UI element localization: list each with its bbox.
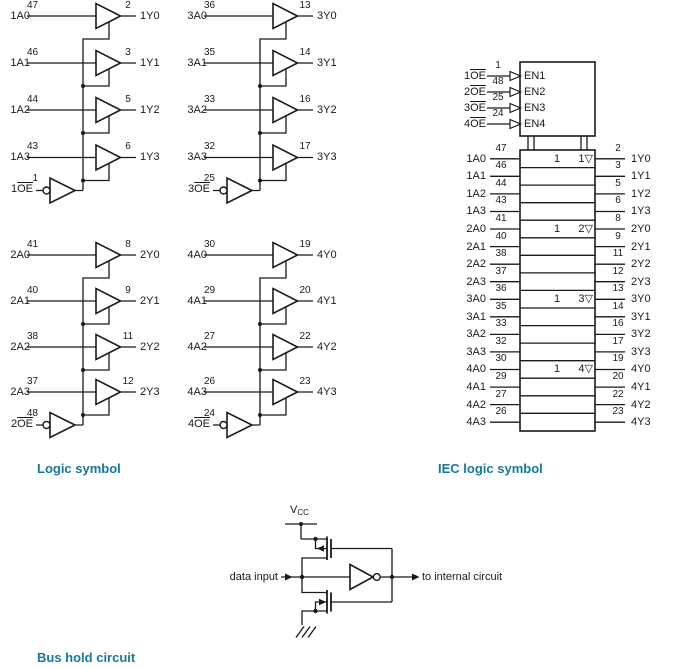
pin-number: 19 bbox=[299, 239, 311, 250]
pin-number: 38 bbox=[495, 248, 507, 259]
en-label: EN1 bbox=[524, 70, 546, 82]
pin-number: 5 bbox=[615, 178, 621, 189]
pin-number: 24 bbox=[203, 408, 215, 419]
output-label: 2Y2 bbox=[631, 258, 651, 270]
output-label: 3Y1 bbox=[317, 57, 337, 69]
output-label: 2Y2 bbox=[140, 341, 160, 353]
pin-number: 6 bbox=[125, 141, 131, 152]
pin-number: 40 bbox=[495, 231, 507, 242]
oe-label: $1\overline{OE}$ bbox=[463, 70, 486, 82]
bus-hold-linework bbox=[281, 522, 420, 638]
output-label: 1Y2 bbox=[140, 104, 160, 116]
pin-number: 13 bbox=[612, 283, 624, 294]
cell-output-mark: 3▽ bbox=[578, 293, 593, 305]
pin-number: 25 bbox=[203, 173, 215, 184]
pin-number: 20 bbox=[612, 371, 624, 382]
input-label: 4A3 bbox=[466, 416, 486, 428]
pin-number: 14 bbox=[612, 301, 624, 312]
pin-number: 32 bbox=[495, 336, 507, 347]
pin-number: 46 bbox=[27, 47, 39, 58]
en-label: EN3 bbox=[524, 102, 546, 114]
pin-number: 12 bbox=[122, 376, 134, 387]
input-label: 1A1 bbox=[466, 170, 486, 182]
input-label: 3A0 bbox=[187, 10, 207, 22]
pin-number: 37 bbox=[495, 266, 507, 277]
pin-number: 29 bbox=[204, 285, 216, 296]
output-label: 4Y2 bbox=[317, 341, 337, 353]
cell-function-label: 1 bbox=[554, 363, 561, 375]
output-label: 2Y1 bbox=[140, 295, 160, 307]
input-label: 2A1 bbox=[466, 241, 486, 253]
pin-number: 48 bbox=[26, 408, 38, 419]
input-label: 3A3 bbox=[466, 346, 486, 358]
input-label: 4A1 bbox=[466, 381, 486, 393]
pin-number: 6 bbox=[615, 195, 621, 206]
output-label: 1Y3 bbox=[140, 151, 160, 163]
pin-number: 29 bbox=[495, 371, 507, 382]
pin-number: 40 bbox=[27, 285, 39, 296]
pin-number: 3 bbox=[615, 160, 621, 171]
caption-iec-logic-symbol: IEC logic symbol bbox=[438, 461, 543, 476]
input-label: 4A2 bbox=[466, 399, 486, 411]
pin-number: 12 bbox=[612, 266, 624, 277]
input-label: 2A3 bbox=[10, 386, 30, 398]
data-input-label: data input bbox=[229, 571, 278, 583]
output-label: 2Y3 bbox=[140, 386, 160, 398]
input-label: 1A3 bbox=[466, 205, 486, 217]
output-label: 2Y0 bbox=[140, 249, 160, 261]
output-label: 3Y2 bbox=[631, 328, 651, 340]
oe-label: $3\overline{OE}$ bbox=[187, 183, 210, 195]
input-label: 3A3 bbox=[187, 151, 207, 163]
input-label: 2A3 bbox=[466, 276, 486, 288]
pin-number: 22 bbox=[612, 389, 624, 400]
pin-number: 13 bbox=[299, 0, 311, 11]
pin-number: 23 bbox=[299, 376, 311, 387]
en-label: EN2 bbox=[524, 86, 546, 98]
oe-label: $3\overline{OE}$ bbox=[463, 102, 486, 114]
output-label: 4Y0 bbox=[631, 363, 651, 375]
pin-number: 3 bbox=[125, 47, 131, 58]
pin-number: 19 bbox=[612, 353, 624, 364]
internal-circuit-label: to internal circuit bbox=[422, 571, 503, 583]
pin-number: 2 bbox=[125, 0, 131, 11]
cell-function-label: 1 bbox=[554, 223, 561, 235]
output-label: 1Y2 bbox=[631, 188, 651, 200]
pin-number: 8 bbox=[615, 213, 621, 224]
pin-number: 37 bbox=[27, 376, 39, 387]
logic-symbol-linework bbox=[27, 4, 313, 438]
pin-number: 30 bbox=[204, 239, 216, 250]
input-label: 4A0 bbox=[466, 363, 486, 375]
input-label: 1A1 bbox=[10, 57, 30, 69]
pin-number: 44 bbox=[27, 94, 39, 105]
pin-number: 1 bbox=[495, 60, 501, 71]
pin-number: 47 bbox=[27, 0, 39, 11]
input-label: 3A0 bbox=[466, 293, 486, 305]
input-label: 3A1 bbox=[466, 311, 486, 323]
output-label: 2Y0 bbox=[631, 223, 651, 235]
pin-number: 33 bbox=[204, 94, 216, 105]
output-label: 1Y3 bbox=[631, 205, 651, 217]
output-label: 2Y1 bbox=[631, 241, 651, 253]
output-label: 3Y2 bbox=[317, 104, 337, 116]
input-label: 4A2 bbox=[187, 341, 207, 353]
output-label: 4Y1 bbox=[631, 381, 651, 393]
pin-number: 35 bbox=[495, 301, 507, 312]
pin-number: 25 bbox=[492, 92, 504, 103]
pin-number: 46 bbox=[495, 160, 507, 171]
output-label: 1Y1 bbox=[631, 170, 651, 182]
output-label: 4Y1 bbox=[317, 295, 337, 307]
cell-function-label: 1 bbox=[554, 153, 561, 165]
oe-label: $4\overline{OE}$ bbox=[463, 118, 486, 130]
output-label: 3Y3 bbox=[317, 151, 337, 163]
pin-number: 36 bbox=[495, 283, 507, 294]
pin-number: 26 bbox=[204, 376, 216, 387]
pin-number: 30 bbox=[495, 353, 507, 364]
pin-number: 9 bbox=[125, 285, 131, 296]
pin-number: 17 bbox=[299, 141, 311, 152]
output-label: 3Y1 bbox=[631, 311, 651, 323]
output-label: 1Y0 bbox=[140, 10, 160, 22]
pin-number: 17 bbox=[612, 336, 624, 347]
input-label: 4A3 bbox=[187, 386, 207, 398]
cell-output-mark: 2▽ bbox=[578, 223, 593, 235]
cell-output-mark: 1▽ bbox=[578, 153, 593, 165]
pin-number: 27 bbox=[204, 331, 216, 342]
caption-logic-symbol: Logic symbol bbox=[37, 461, 121, 476]
input-label: 1A2 bbox=[10, 104, 30, 116]
pin-number: 16 bbox=[299, 94, 311, 105]
caption-bus-hold-circuit: Bus hold circuit bbox=[37, 650, 136, 665]
cell-function-label: 1 bbox=[554, 293, 561, 305]
input-label: 1A2 bbox=[466, 188, 486, 200]
pin-number: 2 bbox=[615, 143, 621, 154]
pin-number: 48 bbox=[492, 76, 504, 87]
pin-number: 43 bbox=[495, 195, 507, 206]
oe-label: $2\overline{OE}$ bbox=[10, 418, 33, 430]
input-label: 4A1 bbox=[187, 295, 207, 307]
output-label: 2Y3 bbox=[631, 276, 651, 288]
cell-output-mark: 4▽ bbox=[578, 363, 593, 375]
pin-number: 32 bbox=[204, 141, 216, 152]
input-label: 2A0 bbox=[466, 223, 486, 235]
input-label: 3A2 bbox=[466, 328, 486, 340]
input-label: 3A2 bbox=[187, 104, 207, 116]
pin-number: 43 bbox=[27, 141, 39, 152]
pin-number: 14 bbox=[299, 47, 311, 58]
oe-label: $2\overline{OE}$ bbox=[463, 86, 486, 98]
output-label: 4Y0 bbox=[317, 249, 337, 261]
pin-number: 47 bbox=[495, 143, 507, 154]
oe-label: $4\overline{OE}$ bbox=[187, 418, 210, 430]
output-label: 4Y3 bbox=[317, 386, 337, 398]
pin-number: 41 bbox=[27, 239, 39, 250]
pin-number: 8 bbox=[125, 239, 131, 250]
pin-number: 16 bbox=[612, 318, 624, 329]
output-label: 3Y0 bbox=[631, 293, 651, 305]
vcc-label: $V_{CC}$ bbox=[290, 504, 309, 517]
en-label: EN4 bbox=[524, 118, 546, 130]
pin-number: 26 bbox=[495, 406, 507, 417]
output-label: 3Y0 bbox=[317, 10, 337, 22]
input-label: 4A0 bbox=[187, 249, 207, 261]
output-label: 1Y0 bbox=[631, 153, 651, 165]
pin-number: 44 bbox=[495, 178, 507, 189]
input-label: 2A2 bbox=[10, 341, 30, 353]
pin-number: 11 bbox=[122, 331, 134, 342]
input-label: 2A2 bbox=[466, 258, 486, 270]
pin-number: 41 bbox=[495, 213, 507, 224]
pin-number: 1 bbox=[32, 173, 38, 184]
pin-number: 24 bbox=[492, 108, 504, 119]
pin-number: 27 bbox=[495, 389, 507, 400]
pin-number: 33 bbox=[495, 318, 507, 329]
pin-number: 38 bbox=[27, 331, 39, 342]
input-label: 1A0 bbox=[466, 153, 486, 165]
input-label: 2A0 bbox=[10, 249, 30, 261]
pin-number: 5 bbox=[125, 94, 131, 105]
pin-number: 9 bbox=[615, 231, 621, 242]
input-label: 1A0 bbox=[10, 10, 30, 22]
input-label: 2A1 bbox=[10, 295, 30, 307]
input-label: 1A3 bbox=[10, 151, 30, 163]
pin-number: 22 bbox=[299, 331, 311, 342]
pin-number: 36 bbox=[204, 0, 216, 11]
output-label: 4Y2 bbox=[631, 399, 651, 411]
output-label: 1Y1 bbox=[140, 57, 160, 69]
output-label: 3Y3 bbox=[631, 346, 651, 358]
oe-label: $1\overline{OE}$ bbox=[10, 183, 33, 195]
pin-number: 23 bbox=[612, 406, 624, 417]
pin-number: 20 bbox=[299, 285, 311, 296]
pin-number: 11 bbox=[612, 248, 624, 259]
input-label: 3A1 bbox=[187, 57, 207, 69]
pin-number: 35 bbox=[204, 47, 216, 58]
output-label: 4Y3 bbox=[631, 416, 651, 428]
